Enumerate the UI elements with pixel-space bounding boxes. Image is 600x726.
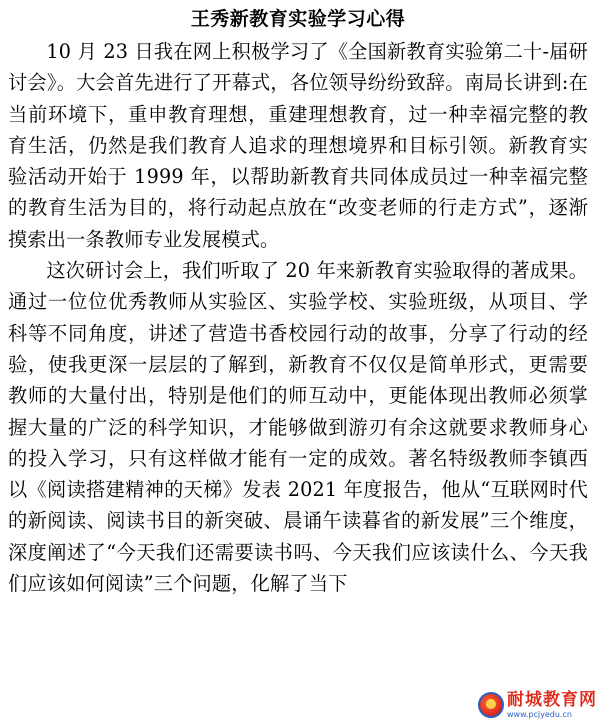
paragraph-1: 10 月 23 日我在网上积极学习了《全国新教育实验第二十-届研讨会》。大会首先进行了开幕式，各位领导纷纷致辞。南局长讲到:在当前环境下，重申教育理想，重建理想教育，过一种幸福完整的教育生活，仍然是我们教育人追求的理想境界和目标引领。新教育实验活动开始于 1999 年，以帮助新教育共同体成员过一种幸福完整的教育生活为目的，将行动起点放在“改变老师的行走方式”，逐渐摸索出一条教师专业发展模式。: [8, 40, 588, 251]
watermark-text: [507, 691, 597, 720]
logo-circle-icon: [478, 692, 504, 718]
watermark-brand: 耐城教育网: [507, 689, 597, 710]
paragraph-2: 这次研讨会上，我们听取了 20 年来新教育实验取得的著成果。通过一位位优秀教师从实验区、实验学校、实验班级，从项目、学科等不同角度，讲述了营造书香校园行动的故事，分享了行动的经验，使我更深一层层的了解到，新教育不仅仅是简单形式，更需要教师的大量付出，特别是他们的师互动中，更能体现出教师必须掌握大量的广泛的科学知识，才能够做到游刃有余这就要求教师身心的投入学习，只有这样做才能有一定的成效。著名特级教师李镇西以《阅读搭建精神的天梯》发表 2021 年度报告，他从“互联网时代的新阅读、阅读书目的新突破、晨诵午读暮省的新发展”三个维度，深度阐述了“今天我们还需要读书吗、今天我们应该读什么、今天我们应该如何阅读”三个问题，化解了当下: [8, 259, 588, 596]
site-watermark: [478, 686, 598, 724]
watermark-url: www.pcjyedu.cn: [507, 709, 572, 719]
document-title: 王秀新教育实验学习心得: [190, 8, 406, 30]
